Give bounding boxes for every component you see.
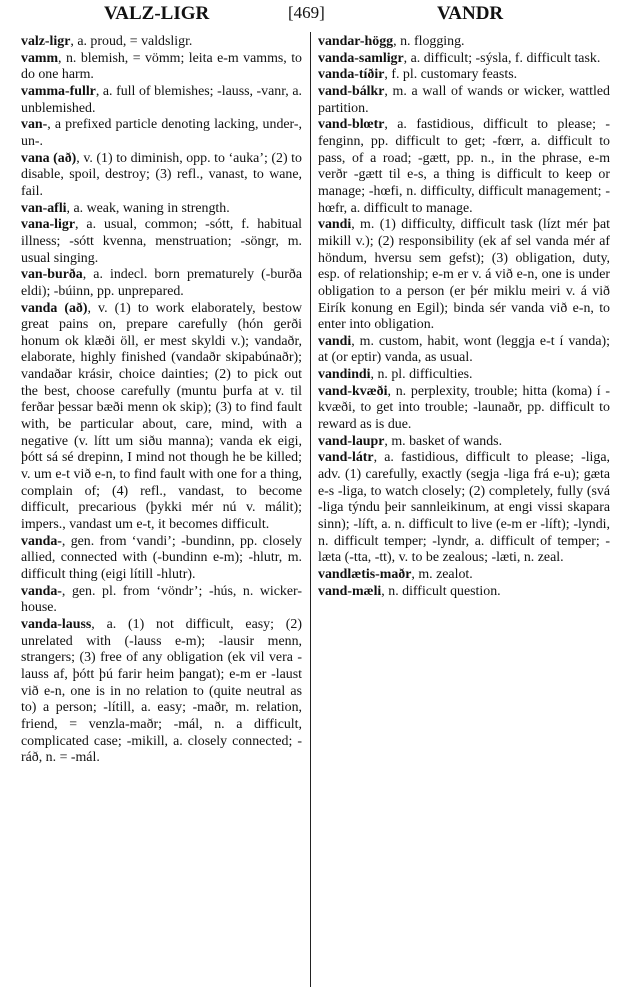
dictionary-entry: valz-ligr, a. proud, = valdsligr. xyxy=(21,34,193,49)
dictionary-entry: vanda-lauss, a. (1) not difficult, easy; (2) unrelated with (-lauss e-m); -lausir menn, strangers; (3) free of any obligation (ek vil vera -lauss af, þótt þú farir heim þangat); e-m er -laust við e-n, one is in no relation to (quite neutral as to) a person; -lítill, a. easy; -maðr, m. relation, friend, = venzla-maðr; -mál, n. a difficult, complicated case; -mikill, a. closely connected; -ráð, n. = -mál. xyxy=(21,616,302,766)
dictionary-entry: vanda (að), v. (1) to work elaborately, bestow great pains on, prepare carefully (hón gerði honum ok klæði öll, er mest skyldi v.); vandaðr, elaborate, highly finished (vandaðr skipabúnaðr); vandaðar krásir, choice dainties; (2) to pick out the best, choose carefully (muntu þurfa at v. til ferðar þessar bæði menn ok skip); (3) to find fault with, be particular about, care, mind, with a negative (v. lítt um siðu manna); vanda ek eigi, þótt sá sé drepinn, I mind not though he be killed; v. um e-t við e-n, to find fault with one for a thing, complain of; (4) refl., vandast, to become difficult, precarious (þykki mér nú v. málit); impers., vandast um e-t, it becomes difficult. xyxy=(21,300,303,533)
left-column xyxy=(21,34,302,767)
dictionary-entry: vamm, n. blemish, = vömm; leita e-m vamms, to do one harm. xyxy=(21,50,302,83)
dictionary-entry: van-, a prefixed particle denoting lacking, under-, un-. xyxy=(21,117,302,149)
dictionary-entry: vand-mæli, n. difficult question. xyxy=(318,583,501,599)
dictionary-entry: vand-blœtr, a. fastidious, difficult to please; -fenginn, pp. difficult to get; -fœrr, a. difficult to pass, of a road; -gætt, pp. n., in the phrase, e-m verðr -gætt til e-s, a thing is difficult to keep or manage; -hœfi, n. difficulty, difficult management; -hœfr, a. difficult to manage. xyxy=(318,117,610,216)
dictionary-entry: vandindi, n. pl. difficulties. xyxy=(318,367,473,383)
dictionary-entry: vana-ligr, a. usual, common; -sótt, f. habitual illness; -sótt kvenna, menstruation; -söngr, m. usual singing. xyxy=(21,217,302,266)
dictionary-entry: vandi, m. (1) difficulty, difficult task (lízt mér þat mikill v.); (2) responsibility (ek af sel vanda mér af höndum, hversu sem gefst); (3) obligation, duty, esp. of relationship; e-m er v. á við e-n, one is under obligation to a person (er þér miklu meiri v. á við Eirík konung en Egil); binda sér vanda við e-n, to enter into obligation. xyxy=(318,217,610,333)
header-last-headword: VANDR xyxy=(437,3,504,24)
header-first-headword: VALZ-LIGR xyxy=(104,3,210,24)
dictionary-entry: vand-bálkr, m. a wall of wands or wicker, wattled partition. xyxy=(318,83,610,116)
dictionary-entry: vandar-högg, n. flogging. xyxy=(318,34,465,49)
dictionary-entry: vand-látr, a. fastidious, difficult to please; -liga, adv. (1) carefully, exactly (segja -liga frá e-u); gæta e-s -liga, to watch closely; (2) completely, fully (svá -liga týndu þeir sannleikinum, at engi vissi skapara sinn); -líft, a. n. difficult to live (e-m er -líft); -lyndi, n. difficult temper; -lyndr, a. difficult of temper; -læta (-tta, -tt), v. to be zealous; -læti, n. zeal. xyxy=(318,450,610,566)
page-number: [469] xyxy=(288,3,325,22)
dictionary-entry: vanda-tíðir, f. pl. customary feasts. xyxy=(318,67,518,83)
dictionary-entry: vanda-, gen. pl. from ‘vöndr’; -hús, n. wicker-house. xyxy=(21,583,302,616)
dictionary-entry: vanda-samligr, a. difficult; -sýsla, f. difficult task. xyxy=(318,50,601,66)
dictionary-entry: vanda-, gen. from ‘vandi’; -bundinn, pp. closely allied, connected with (-bundinn e-m); -hlutr, m. difficult thing (eigi lítill -hlutr). xyxy=(21,533,302,582)
right-column xyxy=(318,34,610,600)
dictionary-entry: van-afli, a. weak, waning in strength. xyxy=(21,200,230,216)
dictionary-entry: van-burða, a. indecl. born prematurely (-burða eldi); -búinn, pp. unprepared. xyxy=(21,267,302,299)
dictionary-entry: vandlætis-maðr, m. zealot. xyxy=(318,567,473,582)
column-divider xyxy=(310,32,311,987)
dictionary-entry: vana (að), v. (1) to diminish, opp. to ‘auka’; (2) to disable, spoil, destroy; (3) refl., vanast, to wane, fail. xyxy=(21,150,302,199)
dictionary-entry: vand-kvæði, n. perplexity, trouble; hitta (koma) í -kvæði, to get into trouble; -launaðr, pp. difficult to reward as is due. xyxy=(318,383,610,433)
dictionary-entry: vand-laupr, m. basket of wands. xyxy=(318,433,503,449)
page-header xyxy=(14,3,611,29)
dictionary-entry: vamma-fullr, a. full of blemishes; -lauss, -vanr, a. unblemished. xyxy=(21,83,302,116)
dictionary-entry: vandi, m. custom, habit, wont (leggja e-t í vanda); at (or eptir) vanda, as usual. xyxy=(318,333,610,366)
